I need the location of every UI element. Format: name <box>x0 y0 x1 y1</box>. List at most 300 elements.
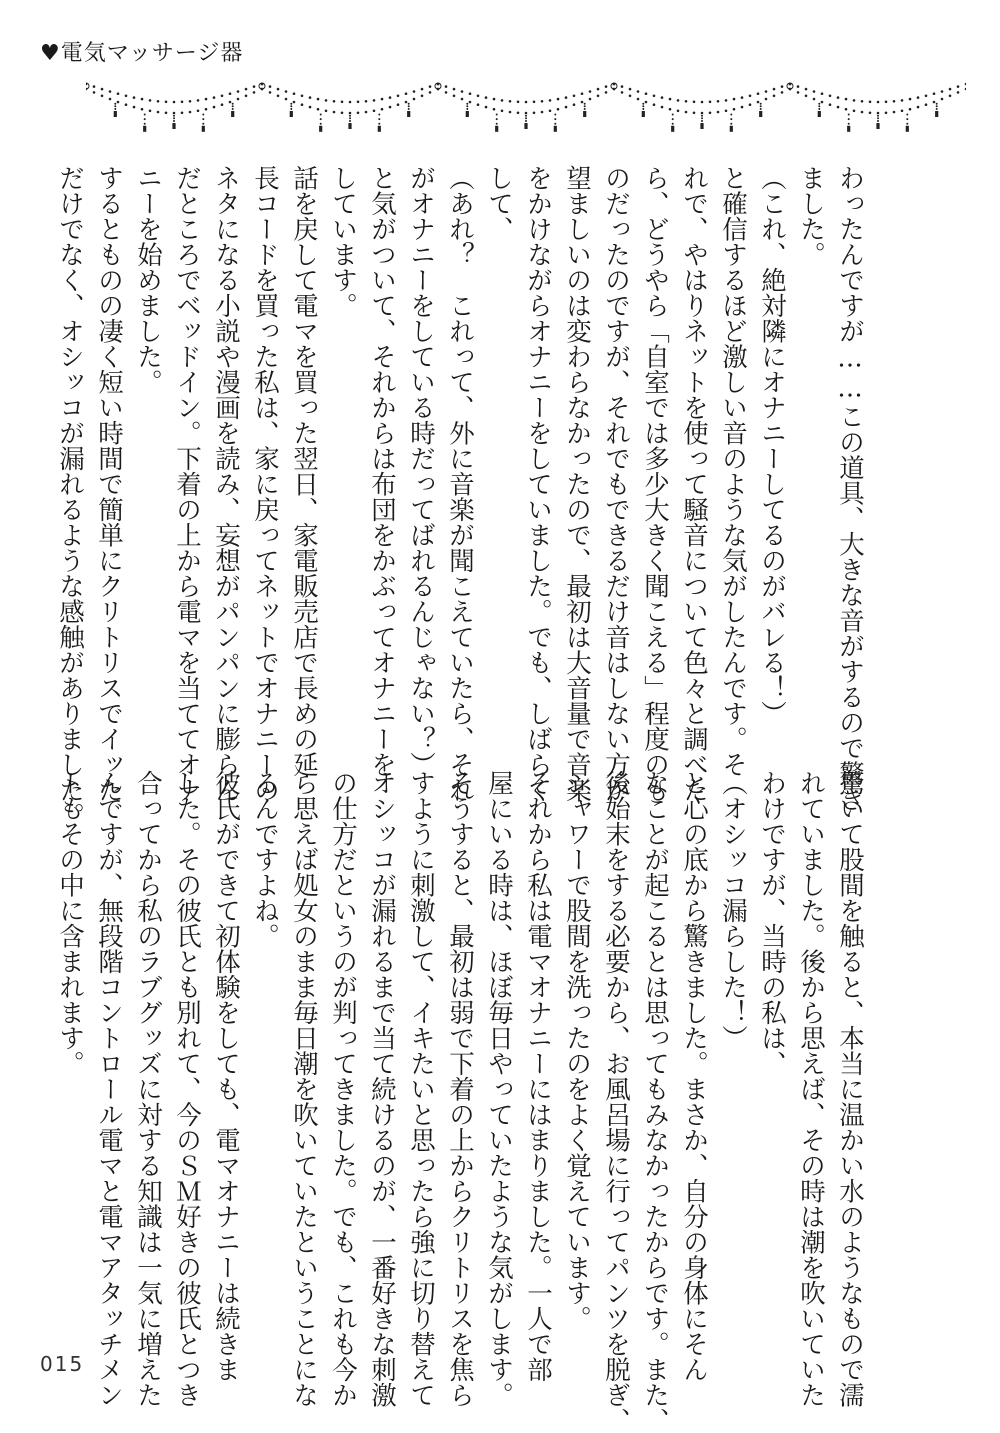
garland-dot <box>117 101 120 104</box>
garland-dot <box>378 123 380 125</box>
garland-dot <box>725 99 728 102</box>
garland-dot <box>290 105 292 107</box>
text-column: がオナニーをしている時だってばれるんじゃない？） <box>406 165 436 777</box>
garland-dot <box>408 108 410 110</box>
garland-dot <box>730 123 732 125</box>
garland-dot <box>885 112 888 115</box>
garland-dot <box>653 95 656 98</box>
garland-dot <box>861 100 864 103</box>
page-number: 015 <box>40 1352 85 1376</box>
garland-dot <box>901 110 904 113</box>
garland-dot <box>642 108 644 110</box>
text-column: した。その彼氏とも別れて、今のＳＭ好きの彼氏とつき <box>172 770 202 1408</box>
garland-dot <box>109 90 112 93</box>
garland-dot <box>357 112 360 115</box>
garland-dot <box>909 98 912 101</box>
garland-dot <box>232 108 234 110</box>
garland-dot <box>861 111 864 114</box>
garland-dot <box>672 114 674 116</box>
garland-dot <box>144 118 146 120</box>
garland-dot <box>445 91 448 94</box>
text-column: 合ってから私のラブグッズに対する知識は一気に増えた <box>133 770 163 1408</box>
garland-dot <box>277 95 280 98</box>
garland-bead <box>818 111 821 117</box>
garland-dot <box>781 91 784 94</box>
garland-dot <box>277 88 280 91</box>
text-column: して、 <box>484 165 514 242</box>
garland-dot <box>173 120 175 122</box>
garland-dot <box>936 108 938 110</box>
garland-dot <box>181 101 184 104</box>
garland-dot <box>605 85 608 88</box>
garland-dot <box>672 123 674 125</box>
garland-bead <box>583 111 586 117</box>
garland-dot <box>557 98 560 101</box>
garland-dot <box>605 91 608 94</box>
garland-dot <box>117 92 120 95</box>
garland-dot <box>765 90 768 93</box>
garland-dot <box>541 100 544 103</box>
text-column: （オシッコ漏らした！） <box>718 770 748 1051</box>
garland-dot <box>493 108 496 111</box>
text-column: （これ、絶対隣にオナニーしてるのがバレる！） <box>757 165 787 726</box>
garland-dot <box>232 105 234 107</box>
garland-dot <box>845 108 848 111</box>
garland-dot <box>181 112 184 115</box>
garland-dot <box>202 123 204 125</box>
garland-dot <box>285 98 288 101</box>
garland-dot <box>381 98 384 101</box>
garland-dot <box>397 103 400 106</box>
garland-dot <box>378 118 380 120</box>
garland-dot <box>877 120 879 122</box>
text-column: するとものの凄く短い時間で簡単にクリトリスでイッた <box>94 165 124 803</box>
garland-dot <box>933 92 936 95</box>
garland-dot <box>584 105 586 107</box>
garland-dot <box>906 114 908 116</box>
garland-dot <box>581 101 584 104</box>
garland-dot <box>469 101 472 104</box>
garland-dot <box>637 90 640 93</box>
text-column: の仕方だというのが判ってきました。でも、これも今か <box>328 770 358 1408</box>
garland-dot <box>877 101 880 104</box>
garland-dot <box>133 106 136 109</box>
garland-dot <box>213 106 216 109</box>
garland-bead <box>172 123 175 129</box>
garland-dot <box>269 91 272 94</box>
garland-dot <box>661 96 664 99</box>
garland-dot <box>925 103 928 106</box>
garland-dot <box>413 98 416 101</box>
garland-dot <box>357 101 360 104</box>
text-column: ら、どうやら「自室では多少大きく聞こえる」程度のも <box>640 165 670 803</box>
garland-dot <box>202 118 204 120</box>
garland-dot <box>213 96 216 99</box>
garland-dot <box>848 114 850 116</box>
garland-dot <box>189 100 192 103</box>
garland-bead <box>906 126 909 132</box>
garland-dot <box>453 95 456 98</box>
text-column: ネタになる小説や漫画を読み、妄想がパンパンに膨らん <box>211 165 241 803</box>
garland-dot <box>925 95 928 98</box>
garland-dot <box>290 108 292 110</box>
garland-dot <box>760 105 762 107</box>
upper-text-block <box>43 165 865 828</box>
garland-dot <box>845 98 848 101</box>
garland-dot <box>469 92 472 95</box>
garland-dot <box>205 98 208 101</box>
garland-dot <box>232 103 234 105</box>
garland-dot <box>389 96 392 99</box>
garland-dot <box>589 90 592 93</box>
garland-dot <box>333 111 336 114</box>
text-column: ニーを始めました。 <box>133 165 163 395</box>
garland-dot <box>144 114 146 116</box>
garland-dot <box>493 98 496 101</box>
text-column: そうすると、最初は弱で下着の上からクリトリスを焦ら <box>445 770 475 1408</box>
garland-dot <box>813 98 816 101</box>
garland-bead <box>466 111 469 117</box>
garland-dot <box>949 88 952 91</box>
garland-dot <box>101 88 104 91</box>
garland-dot <box>757 92 760 95</box>
garland-dot <box>485 96 488 99</box>
garland-dot <box>221 103 224 106</box>
garland-dot <box>709 101 712 104</box>
garland-dot <box>957 85 960 88</box>
text-column: をかけながらオナニーをしていました。でも、しばらく <box>523 165 553 803</box>
garland-dot <box>693 101 696 104</box>
garland-bead <box>730 126 733 132</box>
garland-dot <box>733 108 736 111</box>
text-column: なことが起こるとは思ってもみなかったからです。また、 <box>640 770 670 1433</box>
garland-dot <box>760 103 762 105</box>
garland-dot <box>141 108 144 111</box>
garland-dot <box>829 95 832 98</box>
garland-dot <box>269 85 272 88</box>
garland-dot <box>965 88 966 91</box>
text-column: と気がついて、それからは布団をかぶってオナニーを <box>367 165 397 777</box>
garland-dot <box>253 91 256 94</box>
garland-dot <box>893 100 896 103</box>
garland-dot <box>477 103 480 106</box>
garland-bead <box>935 111 938 117</box>
garland-dot <box>517 101 520 104</box>
garland-dot <box>685 100 688 103</box>
text-column: それから私は電マオナニーにはまりました。一人で部 <box>523 770 553 1382</box>
text-column: 驚いて股間を触ると、本当に温かい水のようなもので濡 <box>835 770 865 1408</box>
garland-bead <box>700 123 703 129</box>
garland-dot <box>885 101 888 104</box>
garland-dot <box>320 123 322 125</box>
garland-bead <box>876 123 879 129</box>
garland-dot <box>461 98 464 101</box>
garland-dot <box>837 106 840 109</box>
garland-dot <box>773 88 776 91</box>
garland-dot <box>853 110 856 113</box>
garland-dot <box>818 108 820 110</box>
garland-dot <box>597 88 600 91</box>
decorative-garland <box>86 78 966 138</box>
garland-dot <box>237 98 240 101</box>
garland-dot <box>408 103 410 105</box>
garland-dot <box>701 112 704 115</box>
garland-dot <box>669 98 672 101</box>
garland-dot <box>672 118 674 120</box>
garland-dot <box>173 101 176 104</box>
text-column: わったんですが……この道具、大きな音がするので驚き <box>835 165 865 812</box>
garland-dot <box>669 108 672 111</box>
garland-dot <box>285 90 288 93</box>
garland-dot <box>773 95 776 98</box>
garland-dot <box>554 114 556 116</box>
garland-dot <box>141 98 144 101</box>
garland-dot <box>341 101 344 104</box>
garland-dot <box>157 100 160 103</box>
garland-dot <box>565 96 568 99</box>
text-column: しています。 <box>328 165 358 318</box>
garland-bead <box>847 126 850 132</box>
garland-bead <box>671 126 674 132</box>
garland-dot <box>229 92 232 95</box>
garland-dot <box>645 101 648 104</box>
garland-dot <box>637 98 640 101</box>
garland-dot <box>533 112 536 115</box>
garland-dot <box>525 112 528 115</box>
garland-dot <box>733 98 736 101</box>
garland-bead <box>143 126 146 132</box>
garland-dot <box>525 117 527 119</box>
garland-dot <box>496 118 498 120</box>
garland-bead <box>319 126 322 132</box>
garland-bead <box>231 111 234 117</box>
garland-dot <box>466 108 468 110</box>
garland-dot <box>189 111 192 114</box>
garland-dot <box>653 103 656 106</box>
garland-dot <box>245 88 248 91</box>
garland-dot <box>445 85 448 88</box>
garland-dot <box>349 112 352 115</box>
garland-dot <box>429 85 432 88</box>
garland-dot <box>144 123 146 125</box>
garland-dot <box>101 95 104 98</box>
garland-dot <box>701 115 703 117</box>
text-column: 長コードを買った私は、家に戻ってネットでオナニーの <box>250 165 280 803</box>
garland-dot <box>701 101 704 104</box>
garland-dot <box>557 108 560 111</box>
garland-dot <box>741 106 744 109</box>
garland-dot <box>341 112 344 115</box>
garland-dot <box>349 101 352 104</box>
garland-dot <box>114 103 116 105</box>
text-column: るんですよね。 <box>250 770 280 949</box>
text-column: （あれ？ これって、外に音楽が聞こえていたら、それ <box>445 165 475 803</box>
chapter-title: ♥電気マッサージ器 <box>40 41 244 66</box>
garland-dot <box>320 114 322 116</box>
garland-dot <box>301 95 304 98</box>
garland-dot <box>413 90 416 93</box>
garland-dot <box>109 98 112 101</box>
garland-dot <box>760 108 762 110</box>
garland-dot <box>941 90 944 93</box>
garland-dot <box>685 111 688 114</box>
garland-dot <box>114 108 116 110</box>
garland-dot <box>245 95 248 98</box>
text-column: 望ましいのは変わらなかったので、最初は大音量で音楽 <box>562 165 592 803</box>
garland-dot <box>554 123 556 125</box>
garland-dot <box>317 108 320 111</box>
garland-dot <box>408 105 410 107</box>
garland-dot <box>677 110 680 113</box>
garland-dot <box>525 120 527 122</box>
garland-dot <box>765 98 768 101</box>
garland-dot <box>906 118 908 120</box>
garland-dot <box>877 112 880 115</box>
garland-dot <box>525 101 528 104</box>
garland-dot <box>936 103 938 105</box>
garland-dot <box>165 112 168 115</box>
garland-dot <box>325 110 328 113</box>
garland-dot <box>205 108 208 111</box>
garland-dot <box>365 111 368 114</box>
garland-dot <box>693 112 696 115</box>
garland-dot <box>496 114 498 116</box>
garland-dot <box>933 101 936 104</box>
garland-dot <box>349 120 351 122</box>
garland-dot <box>573 95 576 98</box>
garland-dot <box>725 110 728 113</box>
garland-dot <box>309 106 312 109</box>
garland-dot <box>818 103 820 105</box>
garland-dot <box>917 96 920 99</box>
text-column: オシッコが漏れるまで当て続けるのが、一番好きな刺激 <box>367 770 397 1408</box>
garland-dot <box>293 92 296 95</box>
garland-dot <box>869 101 872 104</box>
garland-dot <box>549 110 552 113</box>
garland-dot <box>496 123 498 125</box>
garland-dot <box>461 90 464 93</box>
garland-dot <box>221 95 224 98</box>
garland-dot <box>749 95 752 98</box>
garland-dot <box>229 101 232 104</box>
garland-dot <box>378 114 380 116</box>
garland-dot <box>237 90 240 93</box>
garland-dot <box>709 112 712 115</box>
garland-dot <box>125 103 128 106</box>
text-column: ました。 <box>796 165 826 267</box>
garland-dot <box>901 99 904 102</box>
garland-dot <box>301 103 304 106</box>
garland-bead <box>554 126 557 132</box>
garland-bead <box>407 111 410 117</box>
garland-bead <box>759 111 762 117</box>
garland-dot <box>906 123 908 125</box>
garland-dot <box>941 98 944 101</box>
garland-dot <box>541 111 544 114</box>
garland-dot <box>741 96 744 99</box>
garland-dot <box>573 103 576 106</box>
garland-dot <box>821 101 824 104</box>
garland-dot <box>405 101 408 104</box>
garland-dot <box>805 88 808 91</box>
garland-bead <box>642 111 645 117</box>
garland-bead <box>348 123 351 129</box>
garland-dot <box>349 117 351 119</box>
garland-dot <box>405 92 408 95</box>
text-column: 後始末をする必要から、お風呂場に行ってパンツを脱ぎ、 <box>601 770 631 1433</box>
text-column: シャワーで股間を洗ったのをよく覚えています。 <box>562 770 592 1331</box>
garland-bead <box>495 126 498 132</box>
text-column: だところでベッドイン。下着の上から電マを当ててオナ <box>172 165 202 803</box>
garland-dot <box>114 105 116 107</box>
garland-dot <box>701 120 703 122</box>
garland-bead <box>378 126 381 132</box>
text-column: と心の底から驚きました。まさか、自分の身体にそん <box>679 770 709 1382</box>
text-column: わけですが、当時の私は、 <box>757 770 787 1076</box>
garland-dot <box>466 105 468 107</box>
garland-dot <box>501 110 504 113</box>
garland-dot <box>157 111 160 114</box>
garland-dot <box>853 99 856 102</box>
garland-dot <box>717 111 720 114</box>
garland-dot <box>477 95 480 98</box>
garland-dot <box>365 100 368 103</box>
text-column: 屋にいる時は、ほぼ毎日やっていたような気がします。 <box>484 770 514 1408</box>
garland-dot <box>821 92 824 95</box>
garland-dot <box>93 91 96 94</box>
garland-dot <box>629 88 632 91</box>
garland-dot <box>509 111 512 114</box>
garland-dot <box>485 106 488 109</box>
garland-dot <box>125 95 128 98</box>
text-column: ら思えば処女のまま毎日潮を吹いていたということにな <box>289 770 319 1408</box>
garland-dot <box>253 85 256 88</box>
garland-dot <box>677 99 680 102</box>
garland-dot <box>629 95 632 98</box>
garland-dot <box>197 110 200 113</box>
garland-dot <box>325 99 328 102</box>
garland-dot <box>584 108 586 110</box>
garland-dot <box>893 111 896 114</box>
garland-dot <box>93 85 96 88</box>
garland-dot <box>749 103 752 106</box>
garland-dot <box>581 92 584 95</box>
garland-dot <box>333 100 336 103</box>
garland-dot <box>621 85 624 88</box>
text-column: 話を戻して電マを買った翌日、家電販売店で長めの延 <box>289 165 319 777</box>
garland-dot <box>584 103 586 105</box>
garland-bead <box>202 126 205 132</box>
garland-dot <box>829 103 832 106</box>
garland-dot <box>173 115 175 117</box>
garland-dot <box>597 95 600 98</box>
garland-dot <box>645 92 648 95</box>
garland-dot <box>797 91 800 94</box>
garland-dot <box>173 117 175 119</box>
garland-dot <box>848 118 850 120</box>
garland-dot <box>701 117 703 119</box>
garland-dot <box>848 123 850 125</box>
garland-dot <box>149 110 152 113</box>
text-column: 彼氏ができて初体験をしても、電マオナニーは続きま <box>211 770 241 1382</box>
garland-dot <box>197 99 200 102</box>
garland-dot <box>421 88 424 91</box>
garland-dot <box>349 115 351 117</box>
garland-dot <box>317 98 320 101</box>
garland-dot <box>661 106 664 109</box>
garland-dot <box>373 99 376 102</box>
garland-dot <box>813 90 816 93</box>
